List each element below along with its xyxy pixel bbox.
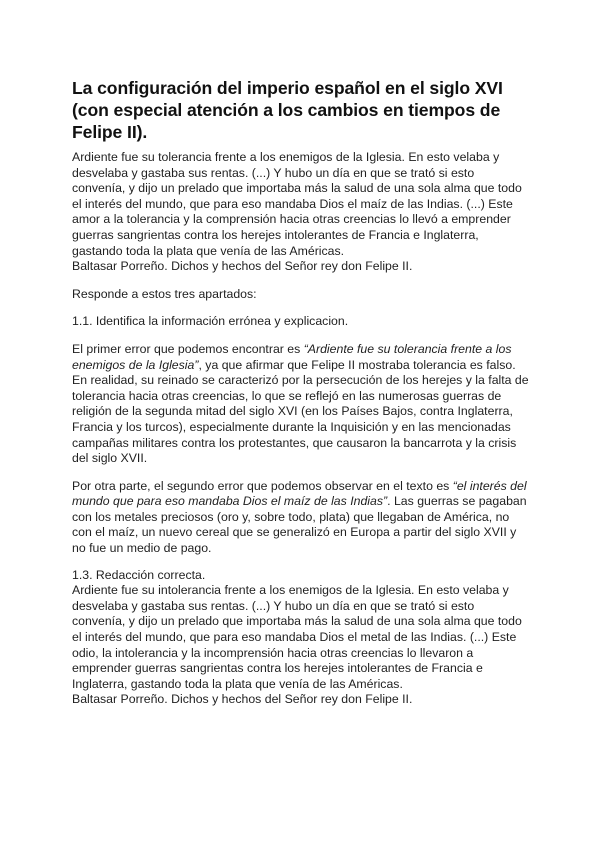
error-2-intro: Por otra parte, el segundo error que podemos observar en el texto es: [72, 478, 453, 493]
document-title: La configuración del imperio español en el siglo XVI (con especial atención a los cambios en tiempos de Felipe II).: [72, 78, 503, 142]
error-1-quote: “Ardiente fue su tolerancia frente a los enemigos de la Iglesia”: [72, 341, 512, 372]
document-body: [72, 150, 530, 708]
section-1-3-heading: 1.3. Redacción correcta.: [72, 567, 206, 582]
error-1-explanation: , ya que afirmar que Felipe II mostraba tolerancia es falso. En realidad, su reinado se caracterizó por la persecución de los herejes y la falta de tolerancia hacia otras creencias, lo que se reflejó en las numerosas guerras de religión de la segunda mitad del siglo XVI (en los Países Bajos, contra Inglaterra, Francia y los turcos), especialmente durante la Inquisición y en las mencionadas campañas militares contra los protestantes, que causaron la bancarrota y la crisis del siglo XVII.: [72, 357, 529, 466]
original-quote: Ardiente fue su tolerancia frente a los enemigos de la Iglesia. En esto velaba y desvelaba y gastaba sus rentas. (...) Y hubo un día en que se trató si esto convenía, y dijo un prelado que importaba más la salud de una sola alma que todo el interés del mundo, que para eso mandaba Dios el maíz de las Indias. (...) Este amor a la tolerancia y la comprensión hacia otras creencias lo llevó a emprender guerras sangrientas contra los herejes intolerantes de Francia e Inglaterra, gastando toda la plata que venía de las Américas.: [72, 150, 522, 258]
instructions: Responde a estos tres apartados:: [72, 286, 257, 301]
error-1-paragraph: [72, 342, 530, 467]
error-2-explanation: . Las guerras se pagaban con los metales preciosos (oro y, sobre todo, plata) que llegaban de América, no con el maíz, un nuevo cereal que se generalizó en Europa a partir del siglo XVII y no fue un medio de pago.: [72, 494, 527, 556]
error-2-quote: “el interés del mundo que para eso mandaba Dios el maíz de las Indias”: [72, 478, 527, 509]
section-1-1-heading: 1.1. Identifica la información errónea y explicacion.: [72, 314, 349, 329]
error-1-intro: El primer error que podemos encontrar es: [72, 341, 304, 356]
corrected-quote: Ardiente fue su intolerancia frente a los enemigos de la Iglesia. En esto velaba y desvelaba y gastaba sus rentas. (...) Y hubo un día en que se trató si esto convenía, y dijo un prelado que importaba más la salud de una sola alma que todo el interés del mundo, que para eso mandaba Dios el metal de las Indias. (...) Este odio, la intolerancia y la incomprensión hacia otras creencias lo llevaron a emprender guerras sangrientas contra los herejes intolerantes de Francia e Inglaterra, gastando toda la plata que venía de las Américas.: [72, 583, 522, 691]
error-2-paragraph: [72, 479, 530, 557]
corrected-quote-source: Baltasar Porreño. Dichos y hechos del Señor rey don Felipe II.: [72, 692, 413, 707]
original-quote-source: Baltasar Porreño. Dichos y hechos del Señor rey don Felipe II.: [72, 259, 413, 274]
